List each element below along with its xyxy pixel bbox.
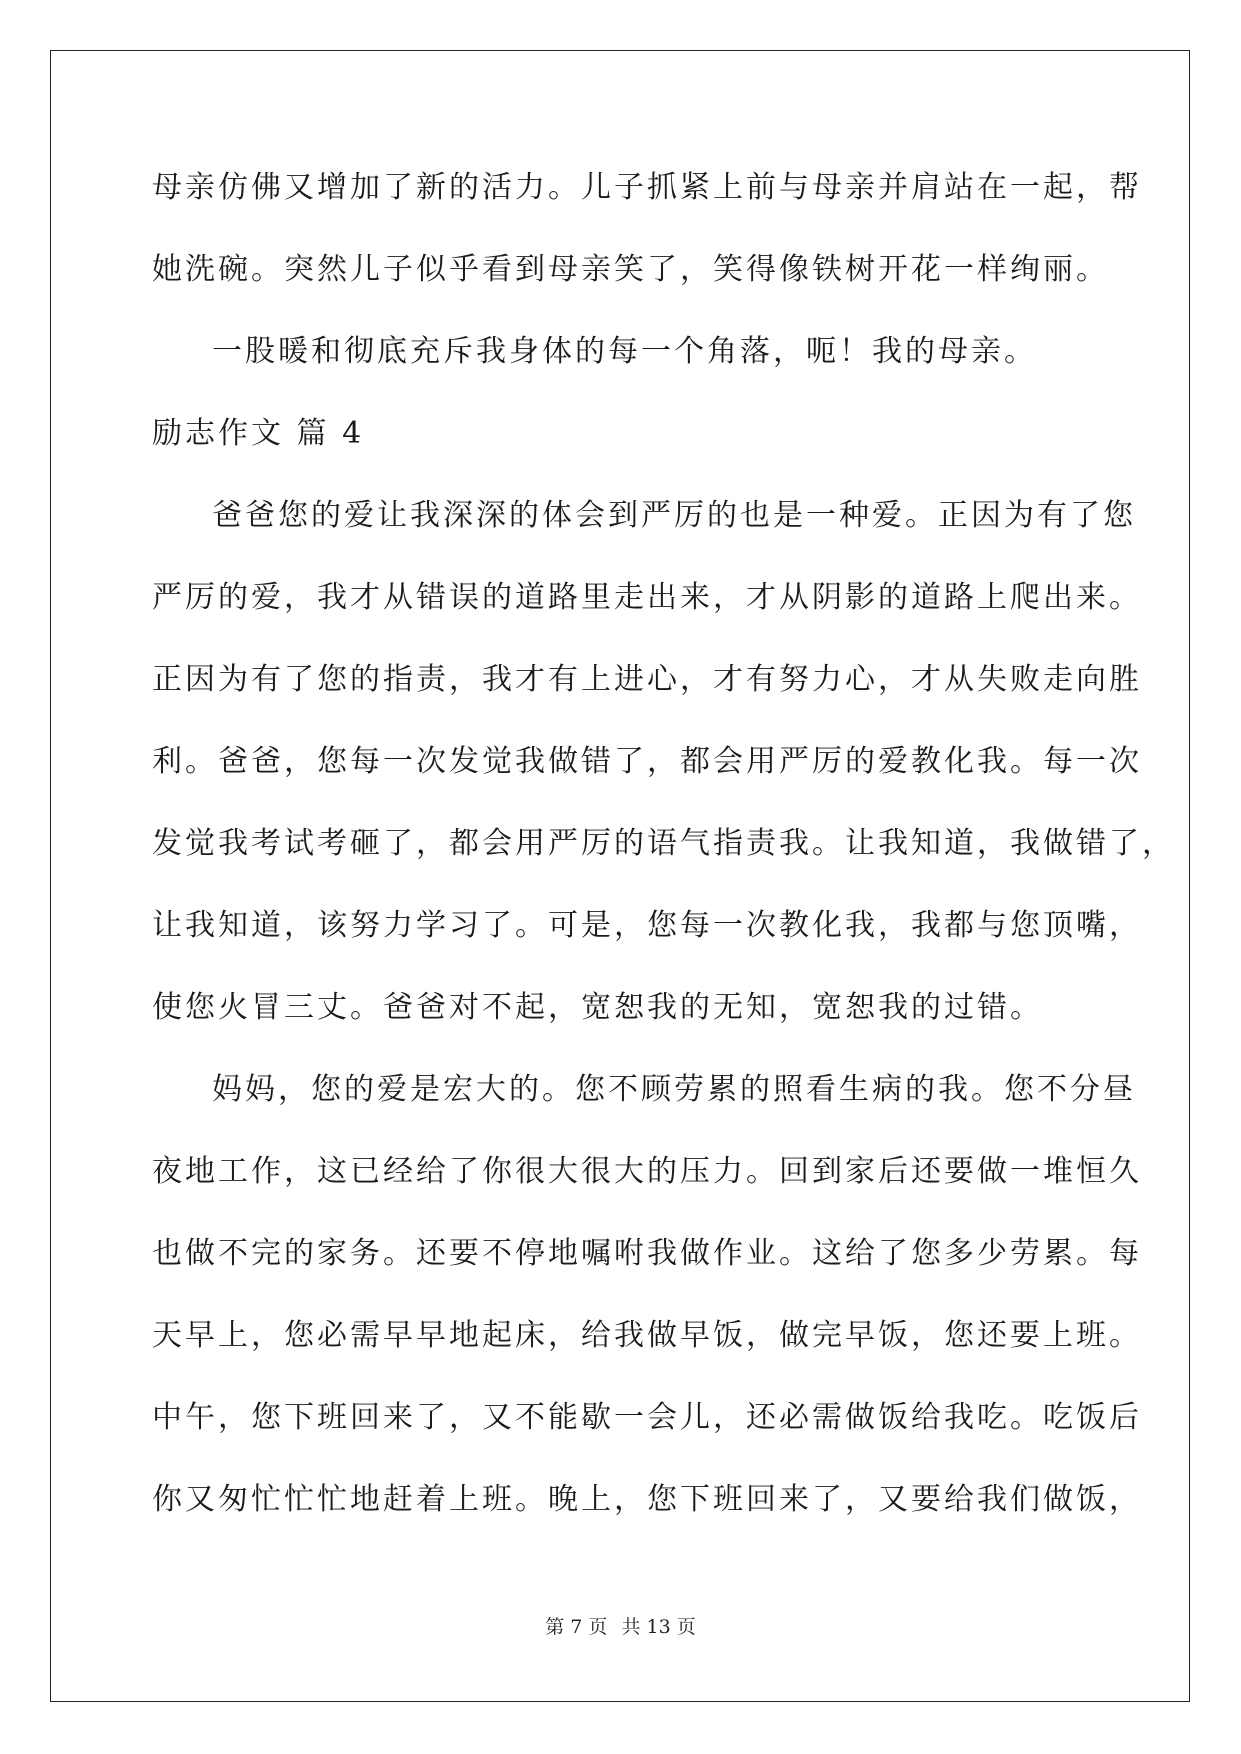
text-line: 你又匆忙忙忙地赶着上班。晚上，您下班回来了，又要给我们做饭， (152, 1482, 1142, 1517)
text-line: 中午，您下班回来了，又不能歇一会儿，还必需做饭给我吃。吃饭后 (152, 1400, 1142, 1435)
text-line: 也做不完的家务。还要不停地嘱咐我做作业。这给了您多少劳累。每 (152, 1236, 1142, 1271)
page-total: 共 13 页 (621, 1616, 696, 1638)
text-line: 妈妈，您的爱是宏大的。您不顾劳累的照看生病的我。您不分昼 (212, 1072, 1136, 1107)
text-line: 她洗碗。突然儿子似乎看到母亲笑了，笑得像铁树开花一样绚丽。 (152, 252, 1109, 287)
text-line: 母亲仿佛又增加了新的活力。儿子抓紧上前与母亲并肩站在一起，帮 (152, 170, 1142, 205)
text-line: 天早上，您必需早早地起床，给我做早饭，做完早饭，您还要上班。 (152, 1318, 1142, 1353)
document-body (152, 160, 1175, 1554)
text-line: 夜地工作，这已经给了你很大很大的压力。回到家后还要做一堆恒久 (152, 1154, 1142, 1189)
text-line: 正因为有了您的指责，我才有上进心，才有努力心，才从失败走向胜 (152, 662, 1142, 697)
text-line: 一股暖和彻底充斥我身体的每一个角落，呃！我的母亲。 (212, 334, 1037, 369)
text-line: 利。爸爸，您每一次发觉我做错了，都会用严厉的爱教化我。每一次 (152, 744, 1142, 779)
text-line: 发觉我考试考砸了，都会用严厉的语气指责我。让我知道，我做错了， (152, 826, 1175, 861)
page-number: 第 7 页 (545, 1616, 608, 1638)
text-line: 爸爸您的爱让我深深的体会到严厉的也是一种爱。正因为有了您 (212, 498, 1136, 533)
text-line: 严厉的爱，我才从错误的道路里走出来，才从阴影的道路上爬出来。 (152, 580, 1142, 615)
text-line: 让我知道，该努力学习了。可是，您每一次教化我，我都与您顶嘴， (152, 908, 1142, 943)
text-line: 使您火冒三丈。爸爸对不起，宽恕我的无知，宽恕我的过错。 (152, 990, 1043, 1025)
page-footer (0, 1612, 1241, 1639)
section-heading: 励志作文 篇 4 (152, 416, 365, 451)
